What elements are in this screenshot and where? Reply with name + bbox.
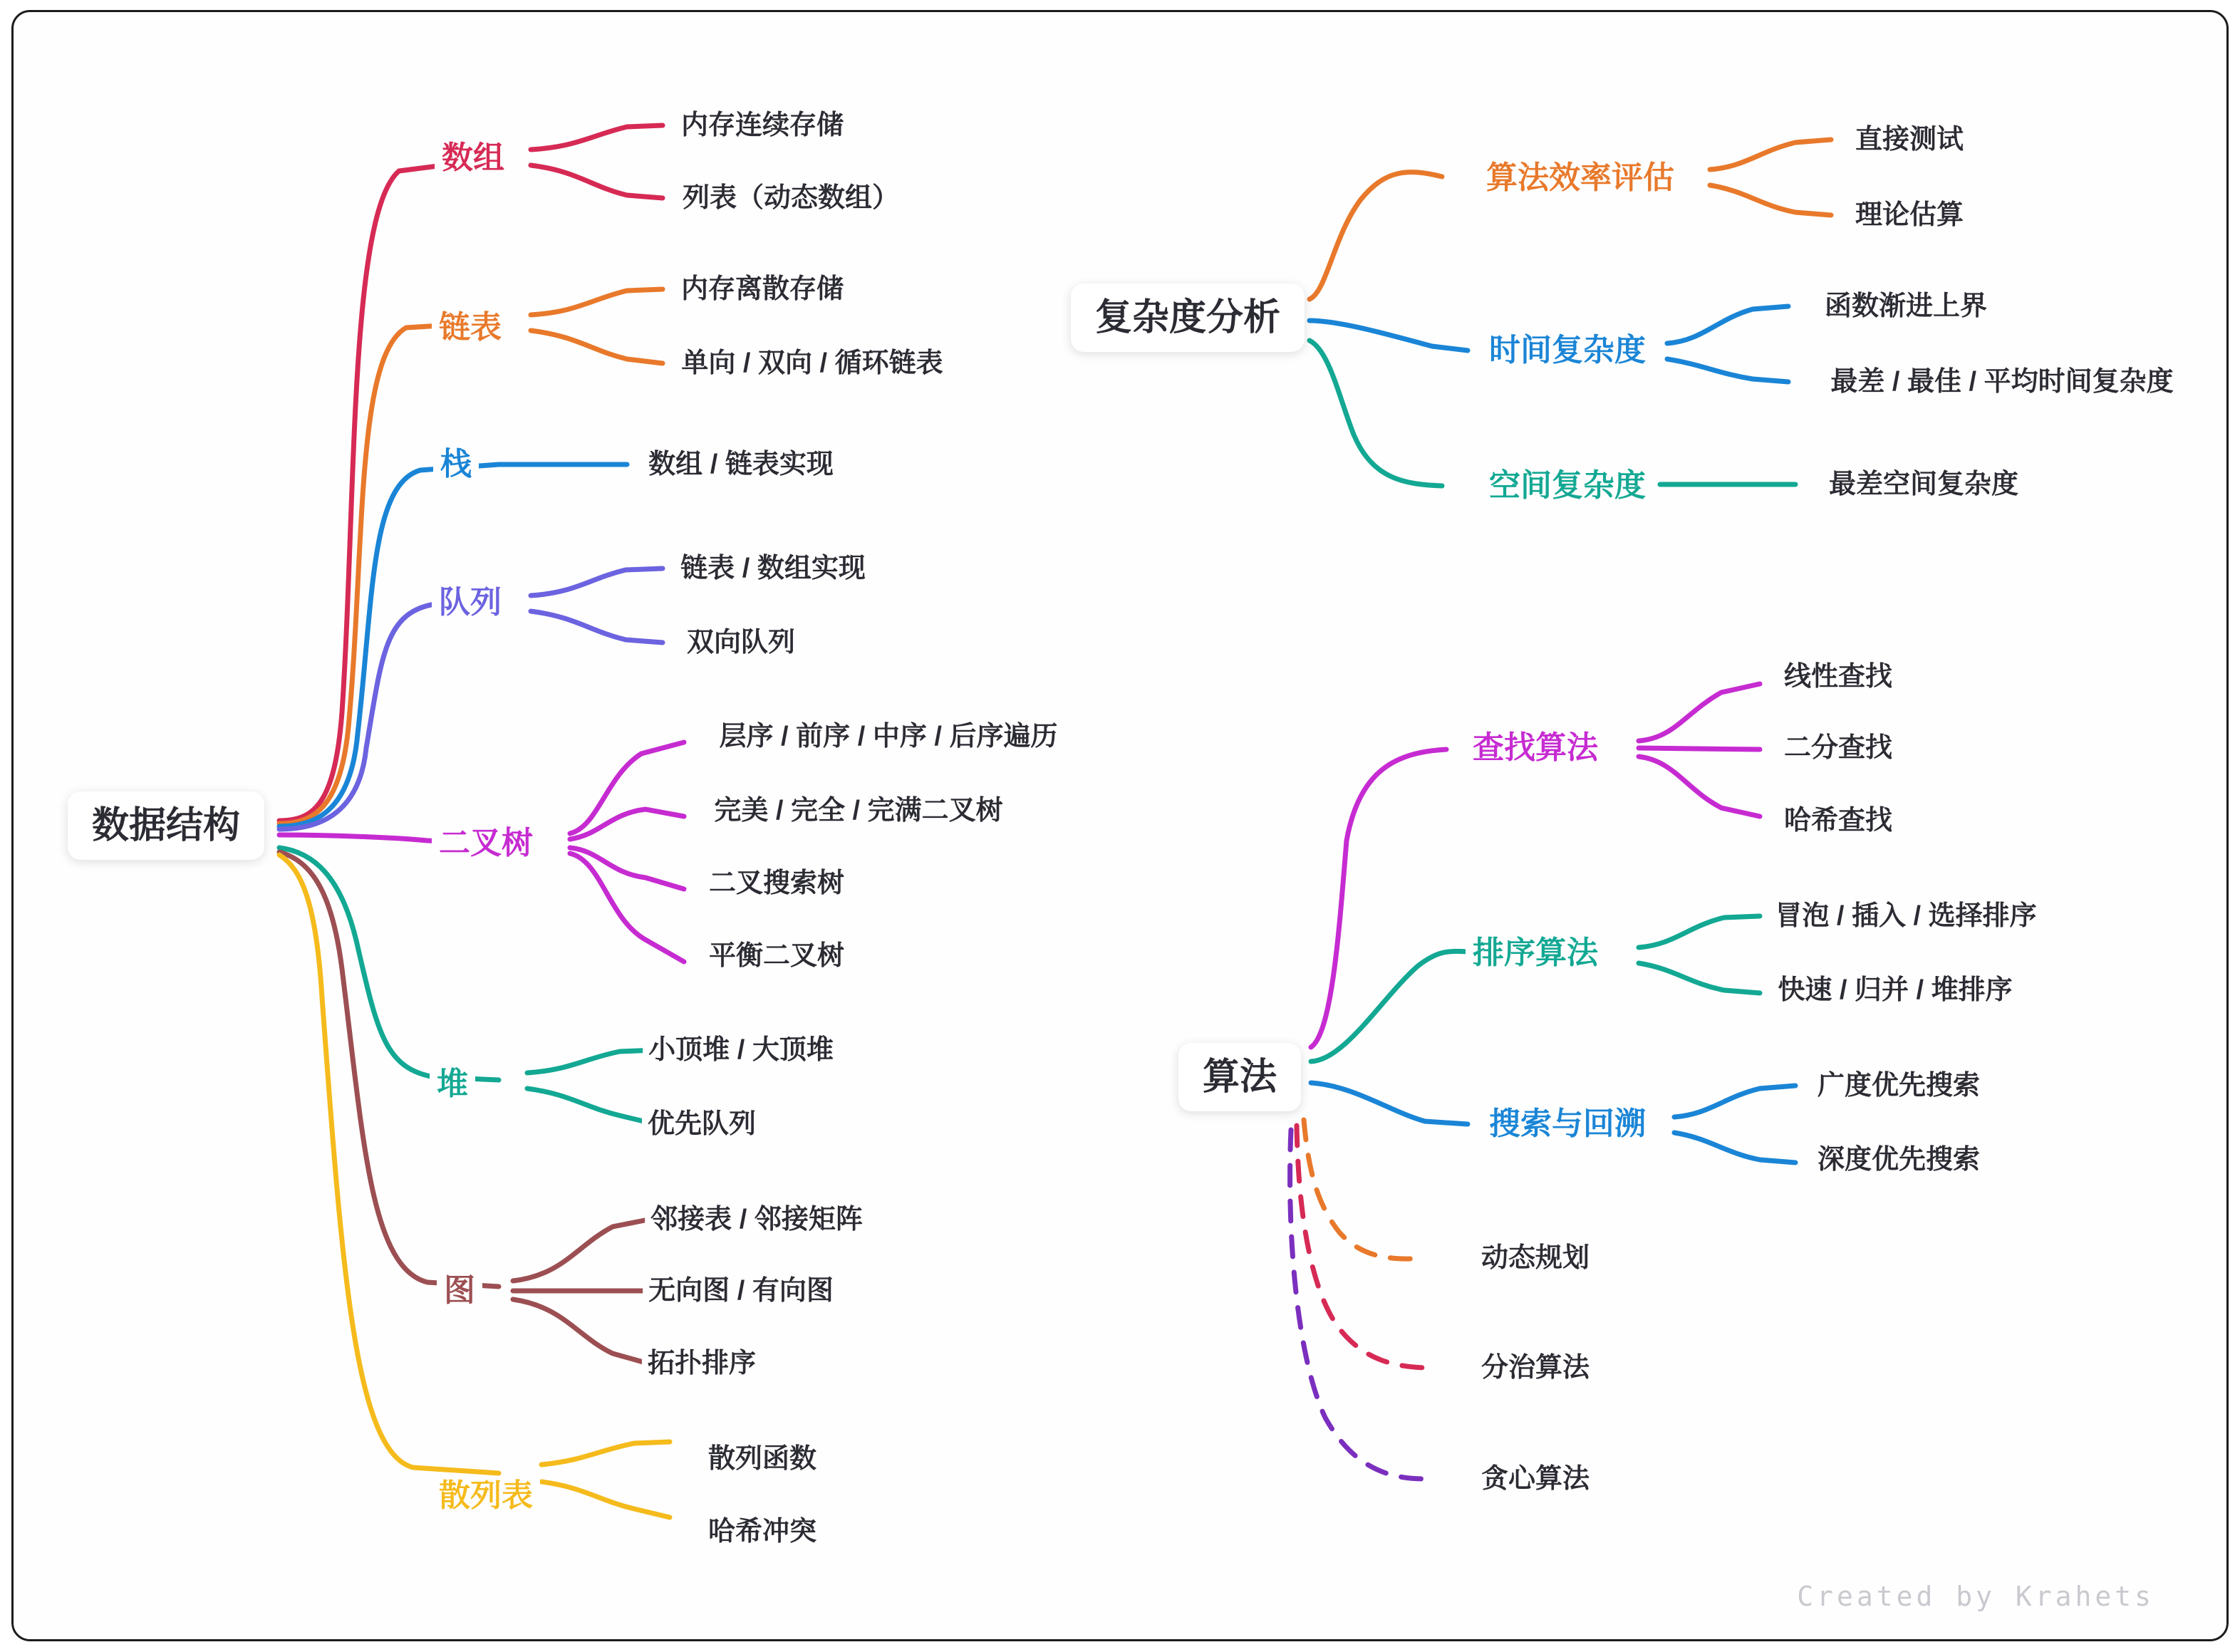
leaf-label: 双向队列: [686, 628, 796, 658]
leaf-time-1[interactable]: [1825, 366, 2179, 398]
leaf-heap-0[interactable]: [643, 1034, 839, 1066]
branch-array[interactable]: [435, 140, 512, 177]
leaf-array-0[interactable]: [675, 110, 849, 141]
leaf-stack-0[interactable]: [643, 449, 839, 480]
leaf-label: 哈希查找: [1783, 806, 1893, 836]
leaf-label: 单向 / 双向 / 循环链表: [681, 348, 943, 378]
leaf-label: 内存离散存储: [680, 274, 844, 304]
branch-label: 贪心算法: [1481, 1464, 1590, 1494]
branch-hashtable[interactable]: [432, 1477, 540, 1515]
leaf-binarytree-3[interactable]: [703, 940, 850, 972]
leaf-label: 拓扑排序: [647, 1349, 757, 1378]
branch-label: 算法效率评估: [1486, 160, 1674, 195]
leaf-label: 平衡二叉树: [708, 941, 845, 971]
branch-search-algorithms[interactable]: [1466, 729, 1605, 767]
leaf-label: 链表 / 数组实现: [680, 554, 866, 583]
leaf-label: 散列函数: [707, 1444, 817, 1474]
leaf-label: 邻接表 / 邻接矩阵: [650, 1205, 863, 1235]
root-node-algorithm[interactable]: [1178, 1043, 1301, 1111]
leaf-label: 内存连续存储: [680, 110, 844, 140]
leaf-search-0[interactable]: [1778, 661, 1898, 692]
branch-label: 分治算法: [1481, 1353, 1590, 1383]
leaf-label: 线性查找: [1783, 662, 1893, 692]
leaf-graph-0[interactable]: [645, 1204, 868, 1235]
leaf-linkedlist-1[interactable]: [675, 348, 948, 379]
leaf-backtrack-0[interactable]: [1812, 1070, 1986, 1101]
leaf-label: 函数渐进上界: [1824, 291, 1988, 321]
leaf-hashtable-0[interactable]: [702, 1443, 822, 1475]
leaf-sorting-1[interactable]: [1772, 975, 2018, 1006]
root-label: 算法: [1202, 1056, 1277, 1098]
branch-queue[interactable]: [432, 584, 509, 621]
leaf-efficiency-0[interactable]: [1850, 124, 1969, 155]
branch-label: 查找算法: [1473, 730, 1598, 765]
branch-time-complexity[interactable]: [1482, 332, 1653, 369]
leaf-queue-0[interactable]: [675, 553, 871, 584]
branch-search-backtrack[interactable]: [1482, 1106, 1653, 1143]
leaf-label: 列表（动态数组）: [682, 183, 900, 213]
leaf-time-0[interactable]: [1819, 291, 1993, 322]
credit-text: Created by Krahets: [1797, 1581, 2155, 1612]
branch-label: 空间复杂度: [1489, 468, 1646, 503]
branch-graph[interactable]: [437, 1272, 482, 1309]
leaf-label: 二叉搜索树: [708, 868, 845, 898]
branch-label: 图: [444, 1273, 475, 1308]
leaf-label: 冒泡 / 插入 / 选择排序: [1775, 901, 2037, 931]
leaf-space-0[interactable]: [1823, 469, 2024, 500]
leaf-search-1[interactable]: [1778, 732, 1898, 764]
leaf-binarytree-0[interactable]: [713, 721, 1063, 752]
branch-label: 链表: [439, 310, 502, 345]
root-label: 数据结构: [91, 805, 241, 846]
branch-label: 栈: [440, 447, 472, 482]
branch-stack[interactable]: [433, 446, 479, 483]
leaf-label: 无向图 / 有向图: [648, 1276, 834, 1306]
leaf-label: 优先队列: [647, 1109, 757, 1139]
leaf-hashtable-1[interactable]: [702, 1516, 822, 1547]
branch-label: 动态规划: [1481, 1243, 1590, 1273]
leaf-queue-1[interactable]: [681, 627, 801, 658]
leaf-label: 二分查找: [1783, 733, 1893, 763]
leaf-label: 最差空间复杂度: [1828, 469, 2019, 499]
leaf-backtrack-1[interactable]: [1812, 1144, 1986, 1175]
leaf-label: 层序 / 前序 / 中序 / 后序遍历: [719, 722, 1058, 752]
leaf-linkedlist-0[interactable]: [675, 274, 849, 305]
leaf-label: 快速 / 归并 / 堆排序: [1778, 975, 2013, 1005]
branch-greedy[interactable]: [1476, 1463, 1595, 1495]
branch-sorting-algorithms[interactable]: [1466, 935, 1605, 972]
branch-heap[interactable]: [430, 1066, 475, 1103]
branch-label: 搜索与回溯: [1489, 1106, 1646, 1141]
leaf-label: 理论估算: [1855, 200, 1964, 230]
root-node-data-structure[interactable]: [68, 791, 264, 860]
branch-label: 数组: [442, 140, 504, 175]
root-node-complexity[interactable]: [1071, 284, 1305, 352]
branch-label: 堆: [437, 1066, 468, 1101]
branch-linkedlist[interactable]: [432, 309, 509, 346]
leaf-search-2[interactable]: [1778, 805, 1898, 836]
branch-label: 时间复杂度: [1489, 333, 1646, 368]
leaf-binarytree-1[interactable]: [708, 795, 1008, 826]
leaf-graph-1[interactable]: [643, 1275, 839, 1306]
leaf-array-1[interactable]: [677, 182, 905, 214]
leaf-label: 小顶堆 / 大顶堆: [648, 1035, 834, 1065]
leaf-sorting-0[interactable]: [1769, 900, 2042, 932]
branch-binarytree[interactable]: [432, 825, 540, 862]
branch-label: 队列: [439, 585, 502, 620]
leaf-graph-2[interactable]: [642, 1348, 762, 1379]
branch-dynamic-programming[interactable]: [1476, 1242, 1595, 1274]
leaf-label: 完美 / 完全 / 完满二叉树: [714, 796, 1003, 826]
leaf-binarytree-2[interactable]: [703, 868, 850, 899]
leaf-heap-1[interactable]: [642, 1108, 762, 1140]
branch-label: 二叉树: [439, 826, 533, 861]
leaf-efficiency-1[interactable]: [1850, 199, 1969, 231]
leaf-label: 广度优先搜索: [1817, 1071, 1981, 1101]
leaf-label: 最差 / 最佳 / 平均时间复杂度: [1830, 367, 2174, 397]
branch-label: 散列表: [439, 1478, 533, 1513]
root-label: 复杂度分析: [1094, 297, 1281, 338]
branch-efficiency-eval[interactable]: [1479, 160, 1681, 197]
branch-divide-conquer[interactable]: [1476, 1352, 1595, 1383]
leaf-label: 深度优先搜索: [1817, 1145, 1981, 1175]
leaf-label: 数组 / 链表实现: [648, 450, 834, 479]
branch-label: 排序算法: [1473, 935, 1598, 970]
leaf-label: 哈希冲突: [707, 1517, 817, 1547]
branch-space-complexity[interactable]: [1482, 467, 1653, 504]
leaf-label: 直接测试: [1855, 125, 1964, 155]
